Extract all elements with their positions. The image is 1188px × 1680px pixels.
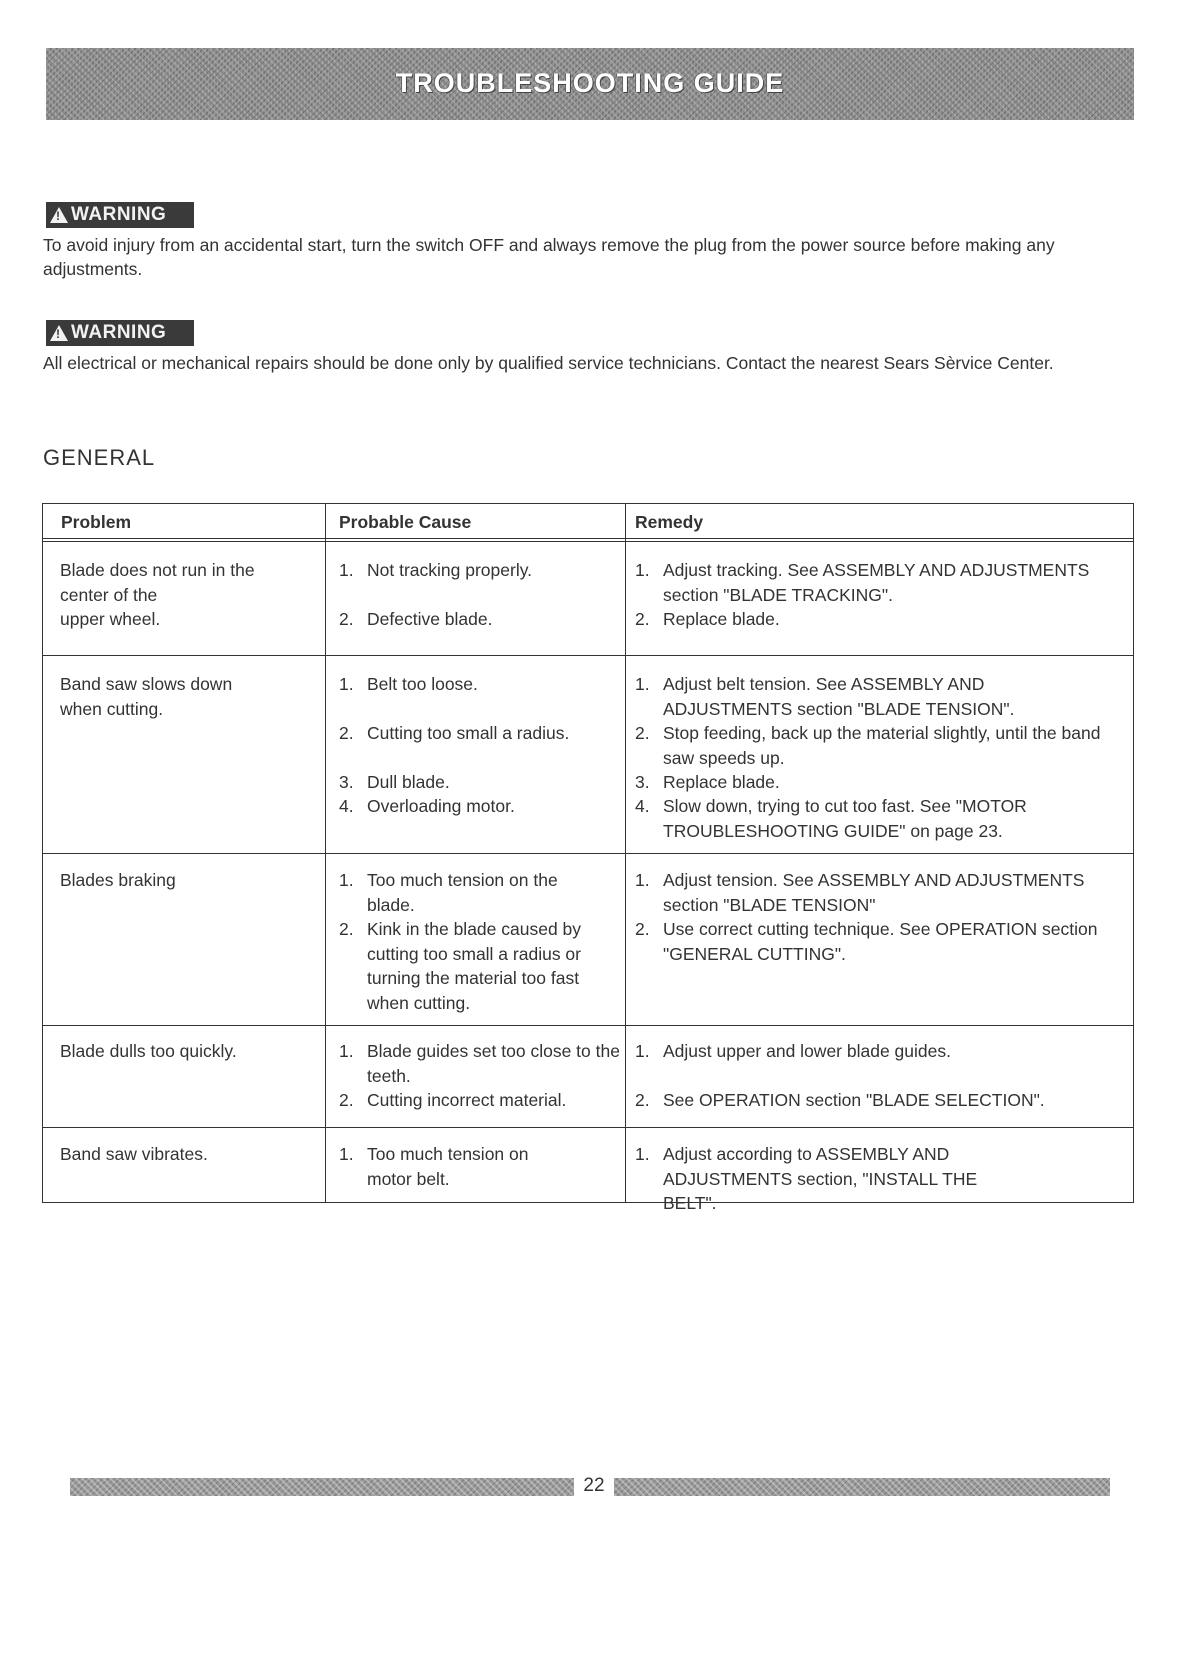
row3-problem: Blades braking: [60, 870, 176, 890]
row4-cause-2: 2. Cutting incorrect material.: [339, 1090, 567, 1110]
row2-remedy-2: 2. Stop feeding, back up the material slightly, until the band saw speeds up.: [635, 723, 1101, 768]
row5-cause-1: 1. Too much tension on motor belt.: [339, 1144, 529, 1189]
header-probable-cause: Probable Cause: [339, 512, 472, 532]
header-problem: Problem: [61, 512, 132, 532]
page-number: 22: [574, 1475, 614, 1497]
warning-badge-2: [46, 320, 194, 346]
row1-problem: Blade does not run in the center of the upper wheel.: [60, 560, 255, 629]
row4-remedy-1: 1. Adjust upper and lower blade guides.: [635, 1041, 951, 1061]
header-remedy: Remedy: [635, 512, 704, 532]
row5-remedy-1: 1. Adjust according to ASSEMBLY AND ADJUSTMENTS section, "INSTALL THE BELT".: [635, 1144, 978, 1213]
row5-problem: Band saw vibrates.: [60, 1144, 208, 1164]
warning-triangle-icon: [50, 325, 68, 341]
row1-cause-1: 1. Not tracking properly.: [339, 560, 533, 580]
row3-cause-1: 1. Too much tension on the blade.: [339, 870, 558, 915]
warning-badge-1: [46, 202, 194, 228]
row2-cause-4: 4. Overloading motor.: [339, 796, 515, 816]
row2-remedy-3: 3. Replace blade.: [635, 772, 780, 792]
title-banner: [46, 48, 1134, 120]
warning-label-1: WARNING: [71, 204, 167, 225]
row3-cause-2: 2. Kink in the blade caused by cutting too small a radius or turning the material too fast when cutting.: [339, 919, 582, 1013]
row4-problem: Blade dulls too quickly.: [60, 1041, 237, 1061]
row4-remedy-2: 2. See OPERATION section "BLADE SELECTION".: [635, 1090, 1045, 1110]
row2-remedy-1: 1. Adjust belt tension. See ASSEMBLY AND ADJUSTMENTS section "BLADE TENSION".: [635, 674, 1015, 719]
row3-remedy-1: 1. Adjust tension. See ASSEMBLY AND ADJUSTMENTS section "BLADE TENSION": [635, 870, 1085, 915]
row2-remedy-4: 4. Slow down, trying to cut too fast. See "MOTOR TROUBLESHOOTING GUIDE" on page 23.: [635, 796, 1027, 841]
row1-cause-2: 2. Defective blade.: [339, 609, 493, 629]
warning-triangle-icon: [50, 207, 68, 223]
row1-remedy-2: 2. Replace blade.: [635, 609, 780, 629]
row2-cause-2: 2. Cutting too small a radius.: [339, 723, 570, 743]
row2-cause-1: 1. Belt too loose.: [339, 674, 478, 694]
troubleshooting-table: [42, 503, 1134, 1213]
row1-remedy-1: 1. Adjust tracking. See ASSEMBLY AND ADJUSTMENTS section "BLADE TRACKING".: [635, 560, 1090, 605]
section-title: GENERAL: [43, 445, 156, 470]
row2-cause-3: 3. Dull blade.: [339, 772, 450, 792]
warning-text-1: To avoid injury from an accidental start, turn the switch OFF and always remove the plug from the power source before making any adjustments.: [43, 235, 1055, 279]
row4-cause-1: 1. Blade guides set too close to the teeth.: [339, 1041, 620, 1086]
warning-label-2: WARNING: [71, 322, 167, 343]
warning-text-2: All electrical or mechanical repairs should be done only by qualified service technicians. Contact the nearest Sears Sèrvice Center.: [43, 353, 1054, 373]
page-title: TROUBLESHOOTING GUIDE: [395, 68, 785, 98]
row2-problem: Band saw slows down when cutting.: [60, 674, 233, 719]
row3-remedy-2: 2. Use correct cutting technique. See OPERATION section "GENERAL CUTTING".: [635, 919, 1098, 964]
